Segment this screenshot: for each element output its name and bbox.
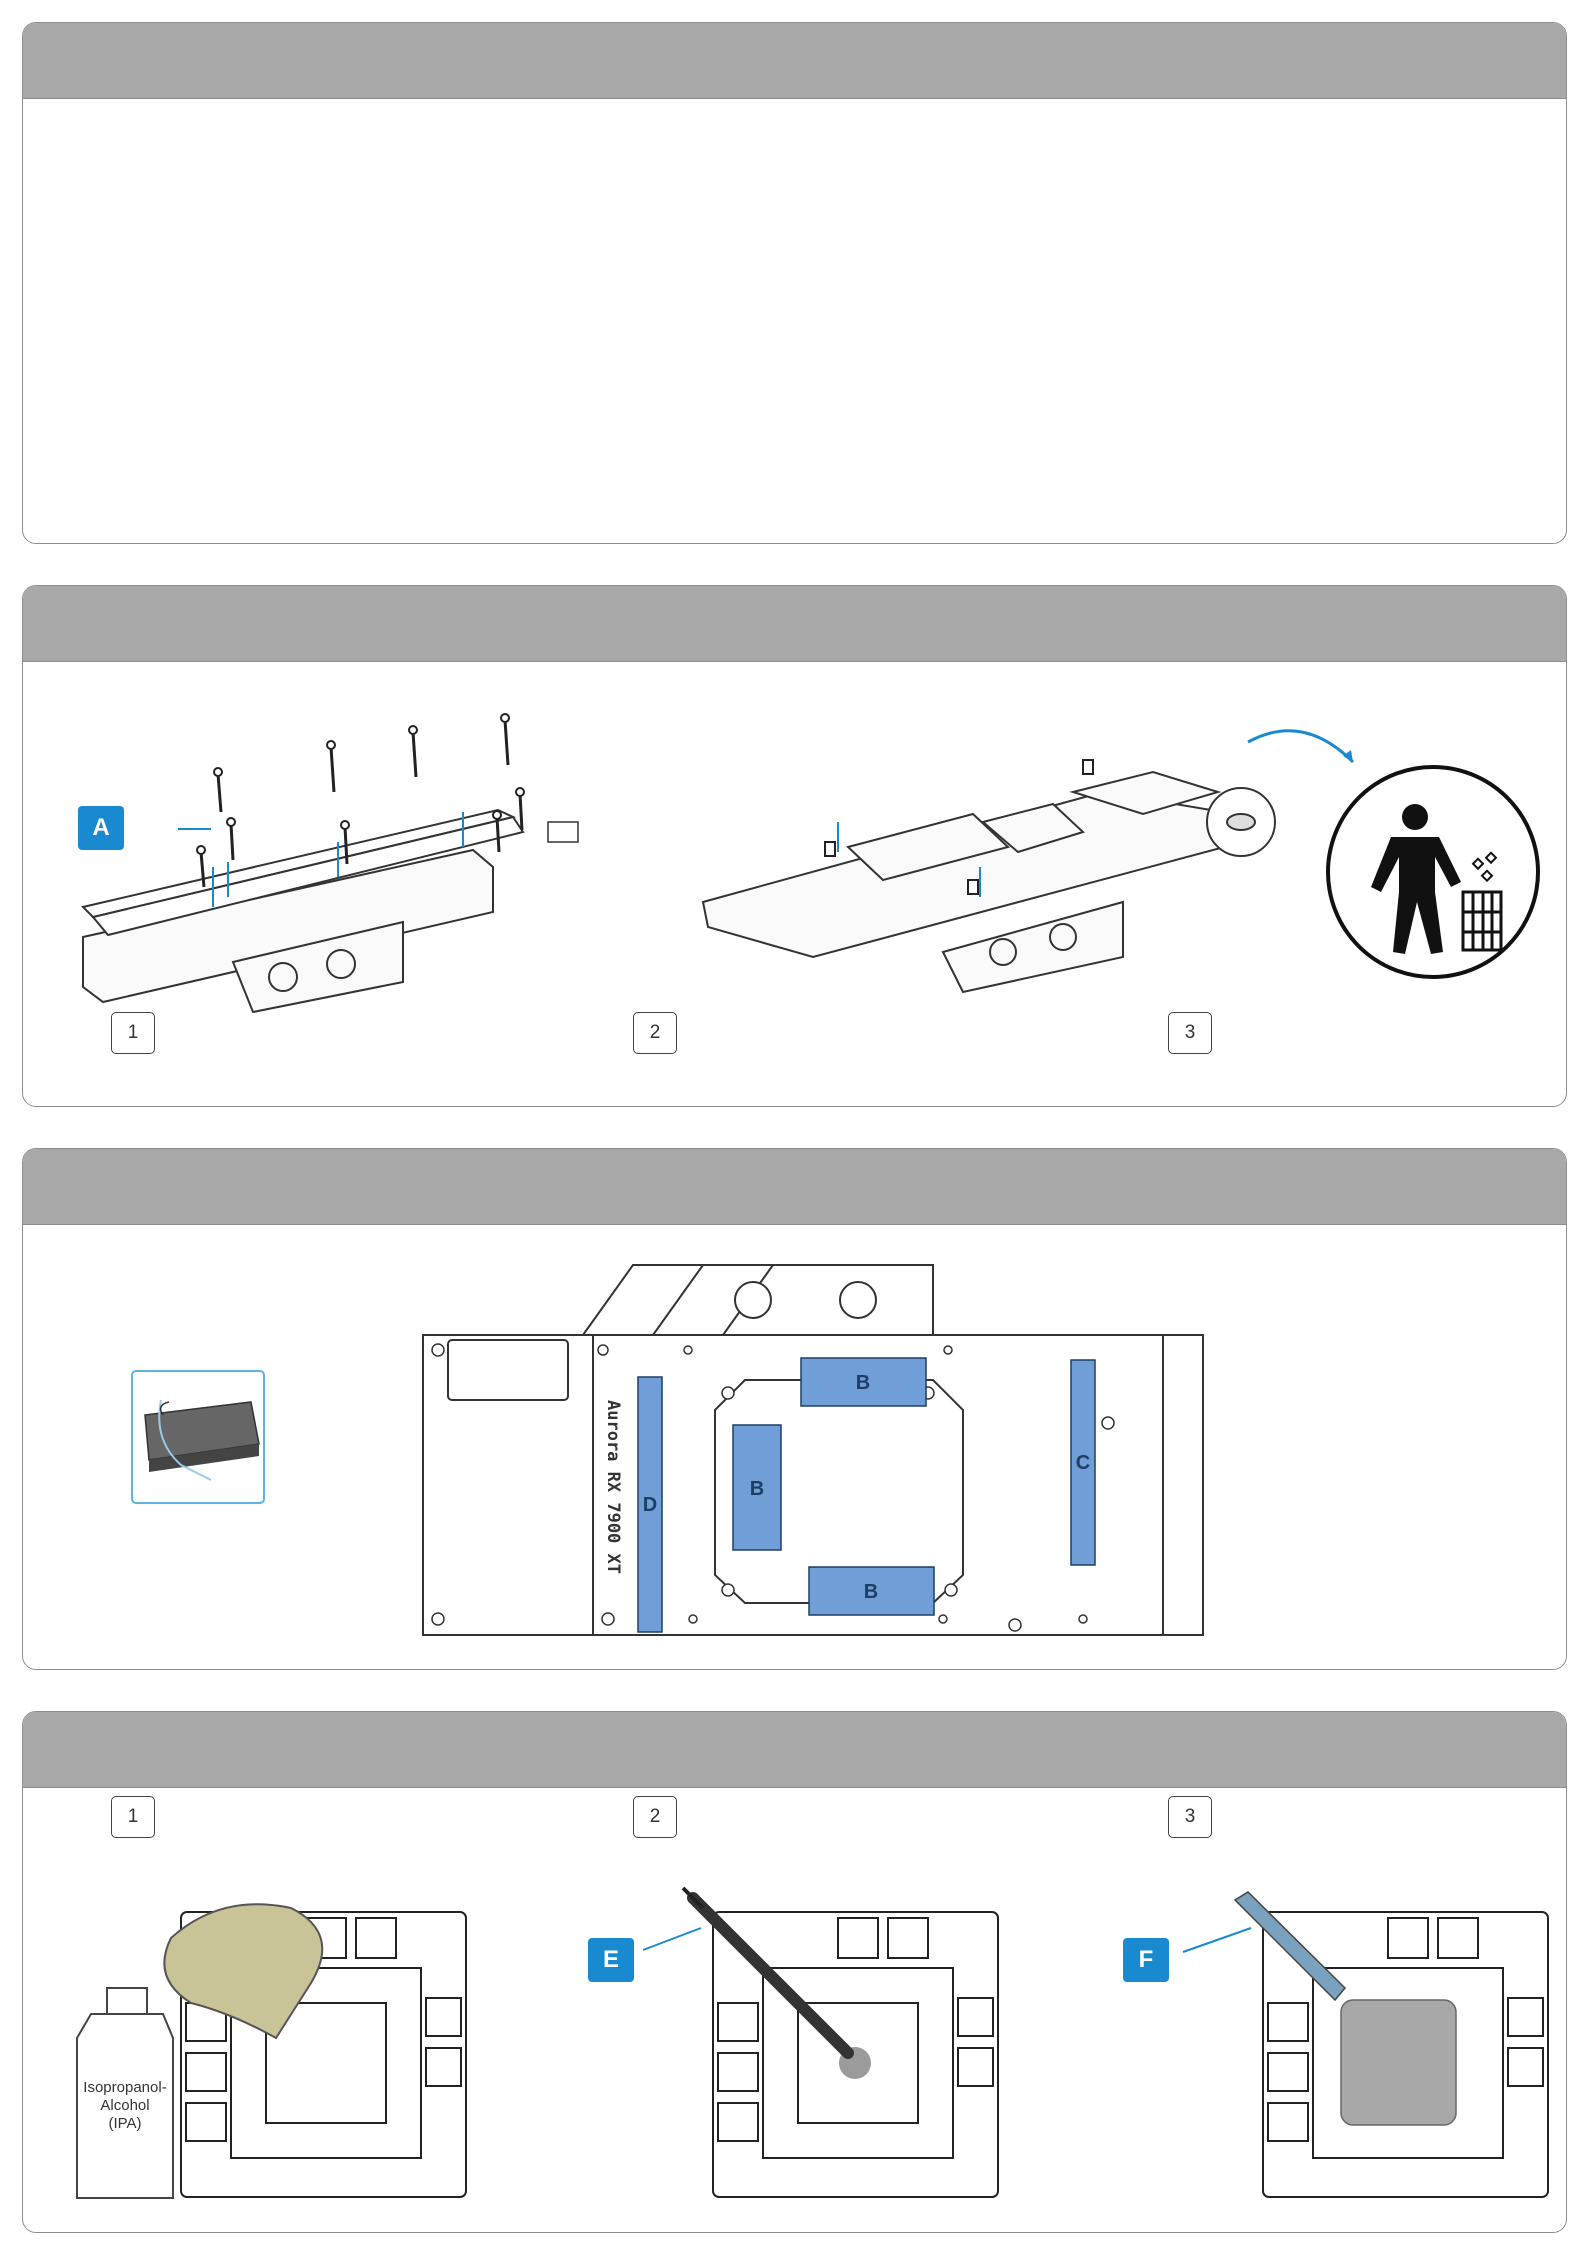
step-3-number: 3 — [1168, 1012, 1212, 1054]
section-2-header — [23, 586, 1566, 662]
apply-paste-illustration — [563, 1888, 1013, 2208]
pad-label-b-bottom: B — [863, 1581, 879, 1603]
spread-paste-illustration — [1113, 1888, 1553, 2208]
bottle-label-line-2: Alcohol — [100, 2097, 150, 2114]
section-3-panel — [22, 1148, 1567, 1670]
waterblock-pad-layout — [403, 1255, 1203, 1645]
section-2-body — [23, 662, 1566, 1105]
section-4-body — [23, 1788, 1566, 2231]
clean-gpu-illustration — [51, 1888, 471, 2208]
thermal-pad-icon — [131, 1370, 265, 1504]
section-3-header — [23, 1149, 1566, 1225]
step-1-number: 1 — [111, 1012, 155, 1054]
paste-step-3-number: 3 — [1168, 1796, 1212, 1838]
backplate-screws-illustration — [73, 702, 633, 1002]
paste-step-2-number: 2 — [633, 1796, 677, 1838]
pad-label-d: D — [642, 1494, 658, 1516]
callout-f: F — [1123, 1938, 1169, 1982]
block-engraving: Aurora RX 7900 XT — [603, 1400, 623, 1574]
section-3-body — [23, 1225, 1566, 1668]
callout-e: E — [588, 1938, 634, 1982]
callout-a: A — [78, 806, 124, 850]
section-2-panel — [22, 585, 1567, 1107]
step-2-number: 2 — [633, 1012, 677, 1054]
pad-label-b-left: B — [749, 1478, 765, 1500]
section-1-header — [23, 23, 1566, 99]
section-1-panel — [22, 22, 1567, 544]
section-1-body — [23, 99, 1566, 542]
paste-step-1-number: 1 — [111, 1796, 155, 1838]
dispose-illustration — [1193, 732, 1553, 992]
pad-label-c: C — [1075, 1452, 1091, 1474]
bottle-label-line-1: Isopropanol- — [83, 2079, 167, 2096]
section-4-panel — [22, 1711, 1567, 2233]
pad-label-b-top: B — [855, 1372, 871, 1394]
section-4-header — [23, 1712, 1566, 1788]
bottle-label-line-3: (IPA) — [108, 2115, 142, 2132]
standoff-removal-illustration — [683, 752, 1243, 1012]
